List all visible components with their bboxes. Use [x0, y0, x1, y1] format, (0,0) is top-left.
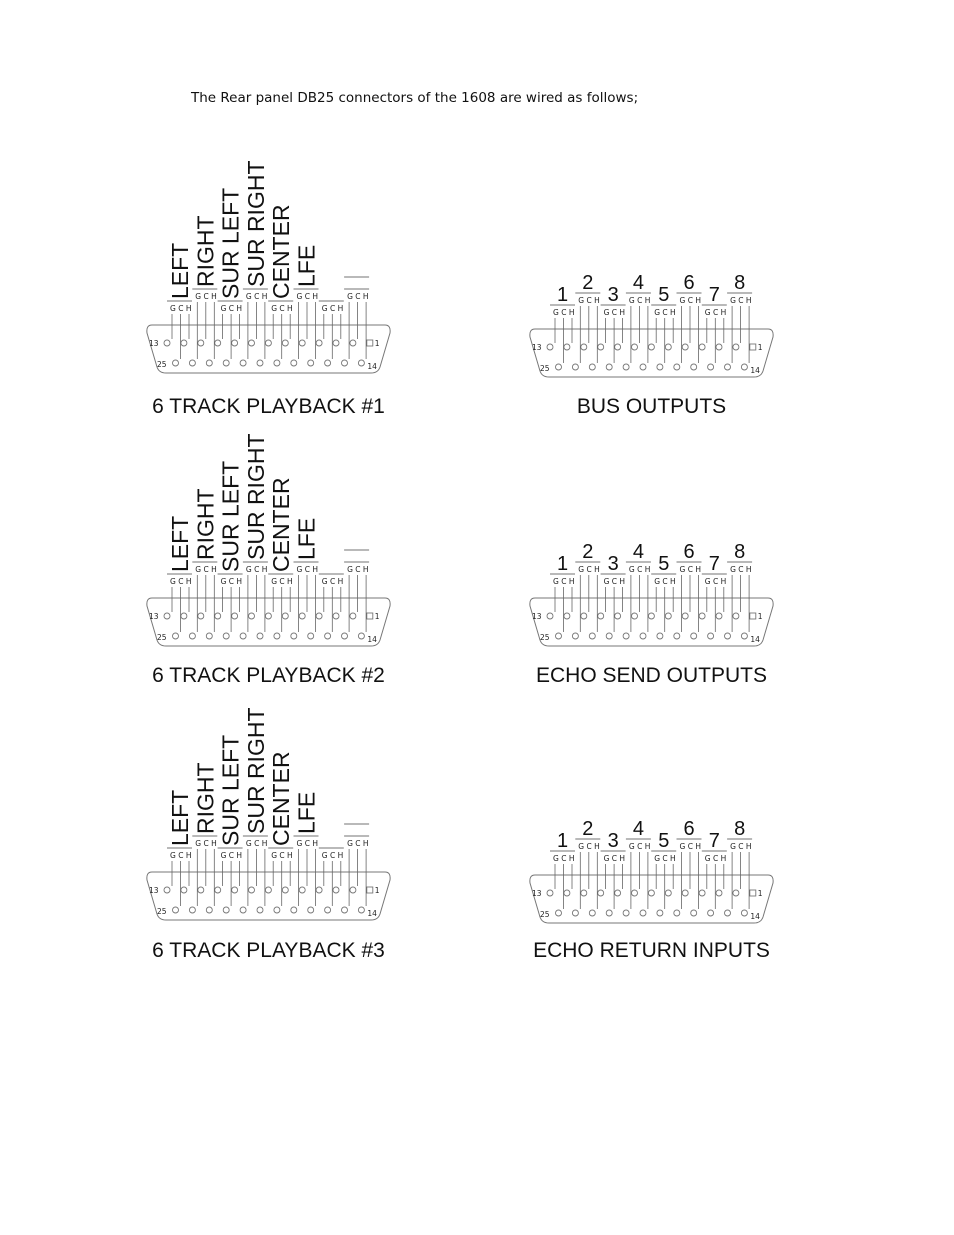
pin-23 — [589, 910, 595, 916]
pin-2 — [350, 613, 356, 619]
gch-label: G C H — [271, 577, 293, 586]
pin-6 — [282, 340, 288, 346]
pin-23 — [206, 633, 212, 639]
channel-label: RIGHT — [192, 215, 219, 287]
gch-label: G C H — [603, 308, 626, 317]
pin-19 — [274, 907, 280, 913]
gch-label: G C H — [245, 292, 268, 301]
pin-15 — [342, 633, 348, 639]
pin-5 — [299, 887, 305, 893]
channel-number: 5 — [658, 553, 670, 575]
pin-13 — [547, 344, 553, 350]
pin-18 — [291, 633, 297, 639]
pin-7 — [648, 344, 654, 350]
pin-12 — [564, 890, 570, 896]
pin-15 — [342, 360, 348, 366]
pin-21 — [623, 910, 629, 916]
gch-label: G C H — [347, 565, 369, 574]
pin-13 — [164, 340, 170, 346]
pin-12 — [564, 344, 570, 350]
channel-label: CENTER — [268, 204, 295, 299]
pin-label-13: 13 — [149, 886, 159, 895]
pin-16 — [708, 364, 714, 370]
pin-5 — [682, 890, 688, 896]
pin-1 — [750, 890, 756, 896]
connector-title: 6 TRACK PLAYBACK #1 — [152, 395, 385, 418]
gch-label: G C H — [730, 842, 752, 851]
channel-number: 4 — [632, 818, 645, 840]
gch-label: G C H — [578, 842, 600, 851]
pin-21 — [240, 907, 246, 913]
pin-2 — [733, 890, 739, 896]
gch-label: G C H — [628, 565, 651, 574]
connector-5 — [530, 818, 773, 923]
pin-9 — [232, 340, 238, 346]
pin-label-25: 25 — [157, 907, 167, 916]
pin-14 — [741, 633, 747, 639]
pin-8 — [632, 613, 638, 619]
pin-14 — [358, 633, 364, 639]
pin-2 — [733, 344, 739, 350]
pin-1 — [367, 340, 373, 346]
pin-15 — [342, 907, 348, 913]
pin-4 — [316, 613, 322, 619]
gch-label: G C H — [347, 292, 369, 301]
channel-number: 8 — [734, 541, 746, 563]
pin-7 — [265, 613, 271, 619]
gch-label: G C H — [321, 577, 344, 586]
pin-18 — [674, 910, 680, 916]
pin-22 — [606, 364, 612, 370]
pin-24 — [572, 364, 578, 370]
pin-22 — [223, 360, 229, 366]
connector-0 — [147, 161, 390, 374]
pin-23 — [206, 360, 212, 366]
db25-shell — [530, 875, 773, 923]
gch-label: G C H — [679, 296, 701, 305]
pin-23 — [206, 907, 212, 913]
pin-11 — [198, 340, 204, 346]
gch-label: G C H — [271, 304, 293, 313]
pin-13 — [164, 613, 170, 619]
gch-label: G C H — [654, 854, 676, 863]
pin-11 — [581, 613, 587, 619]
db25-shell — [147, 872, 390, 920]
pin-20 — [257, 907, 263, 913]
pin-1 — [367, 613, 373, 619]
pin-5 — [299, 613, 305, 619]
pin-9 — [615, 613, 621, 619]
gch-label: G C H — [321, 304, 344, 313]
pin-13 — [164, 887, 170, 893]
channel-number: 1 — [557, 284, 569, 306]
pin-1 — [367, 887, 373, 893]
pin-17 — [308, 907, 314, 913]
pin-6 — [282, 613, 288, 619]
pin-6 — [665, 613, 671, 619]
pin-16 — [708, 633, 714, 639]
connector-2 — [147, 434, 390, 647]
pin-9 — [232, 887, 238, 893]
pin-8 — [249, 887, 255, 893]
pin-label-1: 1 — [374, 339, 380, 348]
pin-17 — [691, 910, 697, 916]
pin-25 — [556, 633, 562, 639]
pin-25 — [173, 907, 179, 913]
gch-label: G C H — [628, 296, 651, 305]
pin-label-25: 25 — [540, 910, 550, 919]
channel-number: 2 — [582, 272, 594, 294]
channel-number: 4 — [632, 272, 645, 294]
pin-19 — [657, 910, 663, 916]
pin-25 — [173, 360, 179, 366]
pin-label-25: 25 — [540, 364, 550, 373]
gch-label: G C H — [296, 565, 318, 574]
pin-3 — [716, 890, 722, 896]
pin-label-13: 13 — [532, 612, 542, 621]
channel-label: SUR RIGHT — [242, 707, 269, 834]
pin-22 — [606, 633, 612, 639]
channel-label: LEFT — [167, 515, 193, 572]
gch-label: G C H — [245, 565, 268, 574]
pin-24 — [189, 907, 195, 913]
pin-label-14: 14 — [750, 912, 760, 921]
gch-label: G C H — [730, 296, 752, 305]
pin-12 — [181, 887, 187, 893]
pin-22 — [223, 633, 229, 639]
pin-9 — [615, 344, 621, 350]
pin-20 — [640, 910, 646, 916]
pin-label-13: 13 — [532, 889, 542, 898]
channel-number: 7 — [708, 553, 720, 575]
gch-label: G C H — [245, 839, 268, 848]
pin-label-13: 13 — [149, 339, 159, 348]
channel-label: SUR LEFT — [217, 187, 244, 299]
pin-3 — [716, 613, 722, 619]
gch-label: G C H — [170, 304, 192, 313]
pin-10 — [598, 344, 604, 350]
pin-label-1: 1 — [374, 612, 380, 621]
pin-14 — [358, 360, 364, 366]
channel-number: 8 — [734, 272, 746, 294]
channel-label: LFE — [293, 791, 320, 834]
pin-1 — [750, 613, 756, 619]
channel-number: 5 — [658, 830, 670, 852]
pin-16 — [325, 360, 331, 366]
pin-19 — [274, 633, 280, 639]
pin-24 — [572, 910, 578, 916]
pin-7 — [265, 340, 271, 346]
pin-label-14: 14 — [367, 909, 377, 918]
gch-label: G C H — [654, 308, 676, 317]
pin-24 — [189, 360, 195, 366]
channel-label: SUR RIGHT — [242, 433, 269, 560]
gch-label: G C H — [553, 577, 575, 586]
pin-8 — [632, 344, 638, 350]
channel-label: SUR LEFT — [217, 460, 244, 572]
pin-4 — [699, 613, 705, 619]
pin-18 — [674, 364, 680, 370]
pin-11 — [581, 344, 587, 350]
pin-label-14: 14 — [750, 366, 760, 375]
pin-12 — [181, 613, 187, 619]
pin-7 — [648, 613, 654, 619]
db25-shell — [530, 329, 773, 377]
channel-number: 2 — [582, 818, 594, 840]
channel-label: RIGHT — [192, 762, 219, 834]
gch-label: G C H — [704, 854, 727, 863]
channel-number: 7 — [708, 284, 720, 306]
pin-15 — [725, 910, 731, 916]
pin-25 — [556, 364, 562, 370]
gch-label: G C H — [170, 851, 192, 860]
channel-label: SUR RIGHT — [242, 160, 269, 287]
pin-4 — [699, 344, 705, 350]
channel-label: LFE — [293, 517, 320, 560]
channel-number: 6 — [683, 541, 695, 563]
pin-14 — [741, 364, 747, 370]
pin-5 — [299, 340, 305, 346]
pin-15 — [725, 364, 731, 370]
pin-5 — [682, 344, 688, 350]
pin-8 — [632, 890, 638, 896]
gch-label: G C H — [679, 842, 701, 851]
gch-label: G C H — [679, 565, 701, 574]
pin-3 — [716, 344, 722, 350]
pin-18 — [291, 360, 297, 366]
pin-17 — [691, 633, 697, 639]
channel-number: 6 — [683, 272, 695, 294]
pin-23 — [589, 633, 595, 639]
pin-11 — [198, 887, 204, 893]
pin-18 — [674, 633, 680, 639]
gch-label: G C H — [220, 577, 243, 586]
channel-label: LEFT — [167, 242, 193, 299]
pin-22 — [223, 907, 229, 913]
pin-20 — [640, 364, 646, 370]
gch-label: G C H — [603, 854, 626, 863]
gch-label: G C H — [553, 854, 575, 863]
pin-20 — [257, 633, 263, 639]
connector-3 — [530, 541, 773, 646]
pin-9 — [232, 613, 238, 619]
pin-17 — [308, 633, 314, 639]
pin-label-1: 1 — [757, 612, 763, 621]
gch-label: G C H — [195, 839, 217, 848]
pin-label-14: 14 — [367, 362, 377, 371]
channel-number: 4 — [632, 541, 645, 563]
channel-label: CENTER — [268, 477, 295, 572]
connector-title: 6 TRACK PLAYBACK #2 — [152, 664, 385, 687]
connector-title: ECHO SEND OUTPUTS — [535, 664, 768, 687]
pin-12 — [181, 340, 187, 346]
pin-6 — [665, 890, 671, 896]
channel-number: 1 — [557, 830, 569, 852]
pin-10 — [598, 613, 604, 619]
pin-19 — [657, 633, 663, 639]
pin-9 — [615, 890, 621, 896]
gch-label: G C H — [271, 851, 293, 860]
pin-3 — [333, 613, 339, 619]
channel-label: RIGHT — [192, 488, 219, 560]
pin-22 — [606, 910, 612, 916]
channel-number: 6 — [683, 818, 695, 840]
gch-label: G C H — [296, 839, 318, 848]
pin-label-14: 14 — [750, 635, 760, 644]
pin-4 — [316, 340, 322, 346]
pin-3 — [333, 340, 339, 346]
intro-text: The Rear panel DB25 connectors of the 1608 are wired as follows; — [191, 90, 639, 106]
channel-number: 7 — [708, 830, 720, 852]
connector-4 — [147, 708, 390, 921]
pin-label-25: 25 — [157, 360, 167, 369]
channel-label: CENTER — [268, 751, 295, 846]
pin-8 — [249, 340, 255, 346]
pin-label-1: 1 — [757, 343, 763, 352]
gch-label: G C H — [220, 304, 243, 313]
pin-11 — [198, 613, 204, 619]
pin-5 — [682, 613, 688, 619]
gch-label: G C H — [170, 577, 192, 586]
channel-number: 5 — [658, 284, 670, 306]
pin-21 — [240, 360, 246, 366]
pin-10 — [598, 890, 604, 896]
pin-10 — [215, 887, 221, 893]
pin-13 — [547, 890, 553, 896]
pin-19 — [274, 360, 280, 366]
gch-label: G C H — [220, 851, 243, 860]
gch-label: G C H — [730, 565, 752, 574]
pin-10 — [215, 613, 221, 619]
pin-25 — [556, 910, 562, 916]
pin-16 — [325, 633, 331, 639]
pin-label-1: 1 — [374, 886, 380, 895]
pin-7 — [265, 887, 271, 893]
pin-label-25: 25 — [157, 633, 167, 642]
pin-label-13: 13 — [532, 343, 542, 352]
pin-15 — [725, 633, 731, 639]
gch-label: G C H — [628, 842, 651, 851]
connector-title: ECHO RETURN INPUTS — [533, 939, 770, 962]
pin-16 — [325, 907, 331, 913]
pin-25 — [173, 633, 179, 639]
channel-number: 3 — [607, 553, 619, 575]
channel-number: 2 — [582, 541, 594, 563]
pin-2 — [350, 887, 356, 893]
connector-title: 6 TRACK PLAYBACK #3 — [152, 939, 385, 962]
channel-label: SUR LEFT — [217, 734, 244, 846]
gch-label: G C H — [321, 851, 344, 860]
pin-19 — [657, 364, 663, 370]
channel-number: 1 — [557, 553, 569, 575]
channel-number: 8 — [734, 818, 746, 840]
channel-number: 3 — [607, 830, 619, 852]
pin-20 — [640, 633, 646, 639]
connector-1 — [530, 272, 773, 377]
gch-label: G C H — [603, 577, 626, 586]
pin-11 — [581, 890, 587, 896]
db25-shell — [147, 325, 390, 373]
pin-4 — [316, 887, 322, 893]
pin-20 — [257, 360, 263, 366]
pin-24 — [572, 633, 578, 639]
gch-label: G C H — [296, 292, 318, 301]
pin-17 — [308, 360, 314, 366]
pin-21 — [623, 364, 629, 370]
pin-14 — [358, 907, 364, 913]
pin-2 — [733, 613, 739, 619]
pin-18 — [291, 907, 297, 913]
pin-13 — [547, 613, 553, 619]
gch-label: G C H — [704, 308, 727, 317]
gch-label: G C H — [654, 577, 676, 586]
gch-label: G C H — [578, 565, 600, 574]
channel-number: 3 — [607, 284, 619, 306]
channel-label: LFE — [293, 244, 320, 287]
pin-16 — [708, 910, 714, 916]
connector-title: BUS OUTPUTS — [576, 395, 727, 418]
pin-4 — [699, 890, 705, 896]
gch-label: G C H — [553, 308, 575, 317]
pin-7 — [648, 890, 654, 896]
pin-23 — [589, 364, 595, 370]
pin-8 — [249, 613, 255, 619]
pin-label-1: 1 — [757, 889, 763, 898]
pin-label-25: 25 — [540, 633, 550, 642]
pin-3 — [333, 887, 339, 893]
pin-10 — [215, 340, 221, 346]
pin-1 — [750, 344, 756, 350]
pin-label-13: 13 — [149, 612, 159, 621]
pin-2 — [350, 340, 356, 346]
pin-6 — [282, 887, 288, 893]
db25-shell — [147, 598, 390, 646]
pin-24 — [189, 633, 195, 639]
pin-21 — [240, 633, 246, 639]
channel-label: LEFT — [167, 789, 193, 846]
gch-label: G C H — [195, 292, 217, 301]
gch-label: G C H — [347, 839, 369, 848]
gch-label: G C H — [704, 577, 727, 586]
pin-17 — [691, 364, 697, 370]
pin-label-14: 14 — [367, 635, 377, 644]
gch-label: G C H — [195, 565, 217, 574]
pin-12 — [564, 613, 570, 619]
db25-shell — [530, 598, 773, 646]
pin-6 — [665, 344, 671, 350]
gch-label: G C H — [578, 296, 600, 305]
pin-14 — [741, 910, 747, 916]
pin-21 — [623, 633, 629, 639]
